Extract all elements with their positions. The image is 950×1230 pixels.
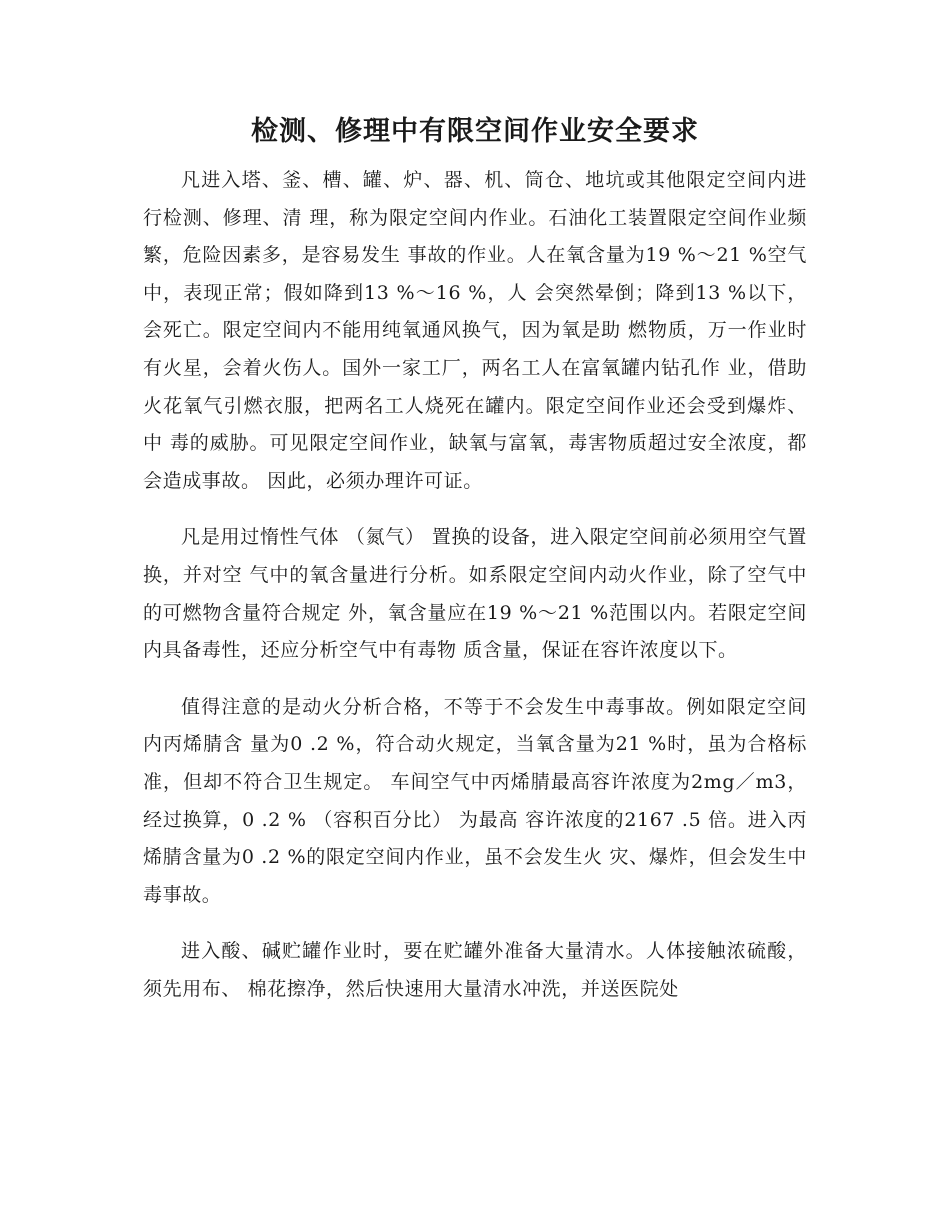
- document-title: 检测、修理中有限空间作业安全要求: [251, 116, 699, 147]
- paragraph-2: 凡是用过惰性气体 （氮气） 置换的设备，进入限定空间前必须用空气置换，并对空 气中的氧含量进行分析。如系限定空间内动火作业，除了空气中的可燃物含量符合规定 外，氧含量应在19 %～21 %范围以内。若限定空间内具备毒性，还应分析空气中有毒物 质含量，保证在容许浓度以下。: [143, 526, 807, 662]
- document-body: [143, 162, 807, 1027]
- paragraph-3: 值得注意的是动火分析合格，不等于不会发生中毒事故。例如限定空间内丙烯腈含 量为0 .2 %，符合动火规定，当氧含量为21 %时，虽为合格标准，但却不符合卫生规定。 车间空气中丙烯腈最高容许浓度为2mg／m3，经过换算，0 .2 % （容积百分比） 为最高 容许浓度的2167 .5 倍。进入丙烯腈含量为0 .2 %的限定空间内作业，虽不会发生火 灾、爆炸，但会发生中毒事故。: [143, 695, 807, 906]
- paragraph-1: 凡进入塔、釜、槽、罐、炉、器、机、筒仓、地坑或其他限定空间内进行检测、修理、清 理，称为限定空间内作业。石油化工装置限定空间作业频繁，危险因素多，是容易发生 事故的作业。人在氧含量为19 %～21 %空气中，表现正常；假如降到13 %～16 %，人 会突然晕倒；降到13 %以下，会死亡。限定空间内不能用纯氧通风换气，因为氧是助 燃物质，万一作业时有火星，会着火伤人。国外一家工厂，两名工人在富氧罐内钻孔作 业，借助火花氧气引燃衣服，把两名工人烧死在罐内。限定空间作业还会受到爆炸、中 毒的威胁。可见限定空间作业，缺氧与富氧，毒害物质超过安全浓度，都会造成事故。 因此，必须办理许可证。: [143, 169, 807, 492]
- paragraph-4: 进入酸、碱贮罐作业时，要在贮罐外准备大量清水。人体接触浓硫酸，须先用布、 棉花擦净，然后快速用大量清水冲洗，并送医院处: [143, 940, 807, 1000]
